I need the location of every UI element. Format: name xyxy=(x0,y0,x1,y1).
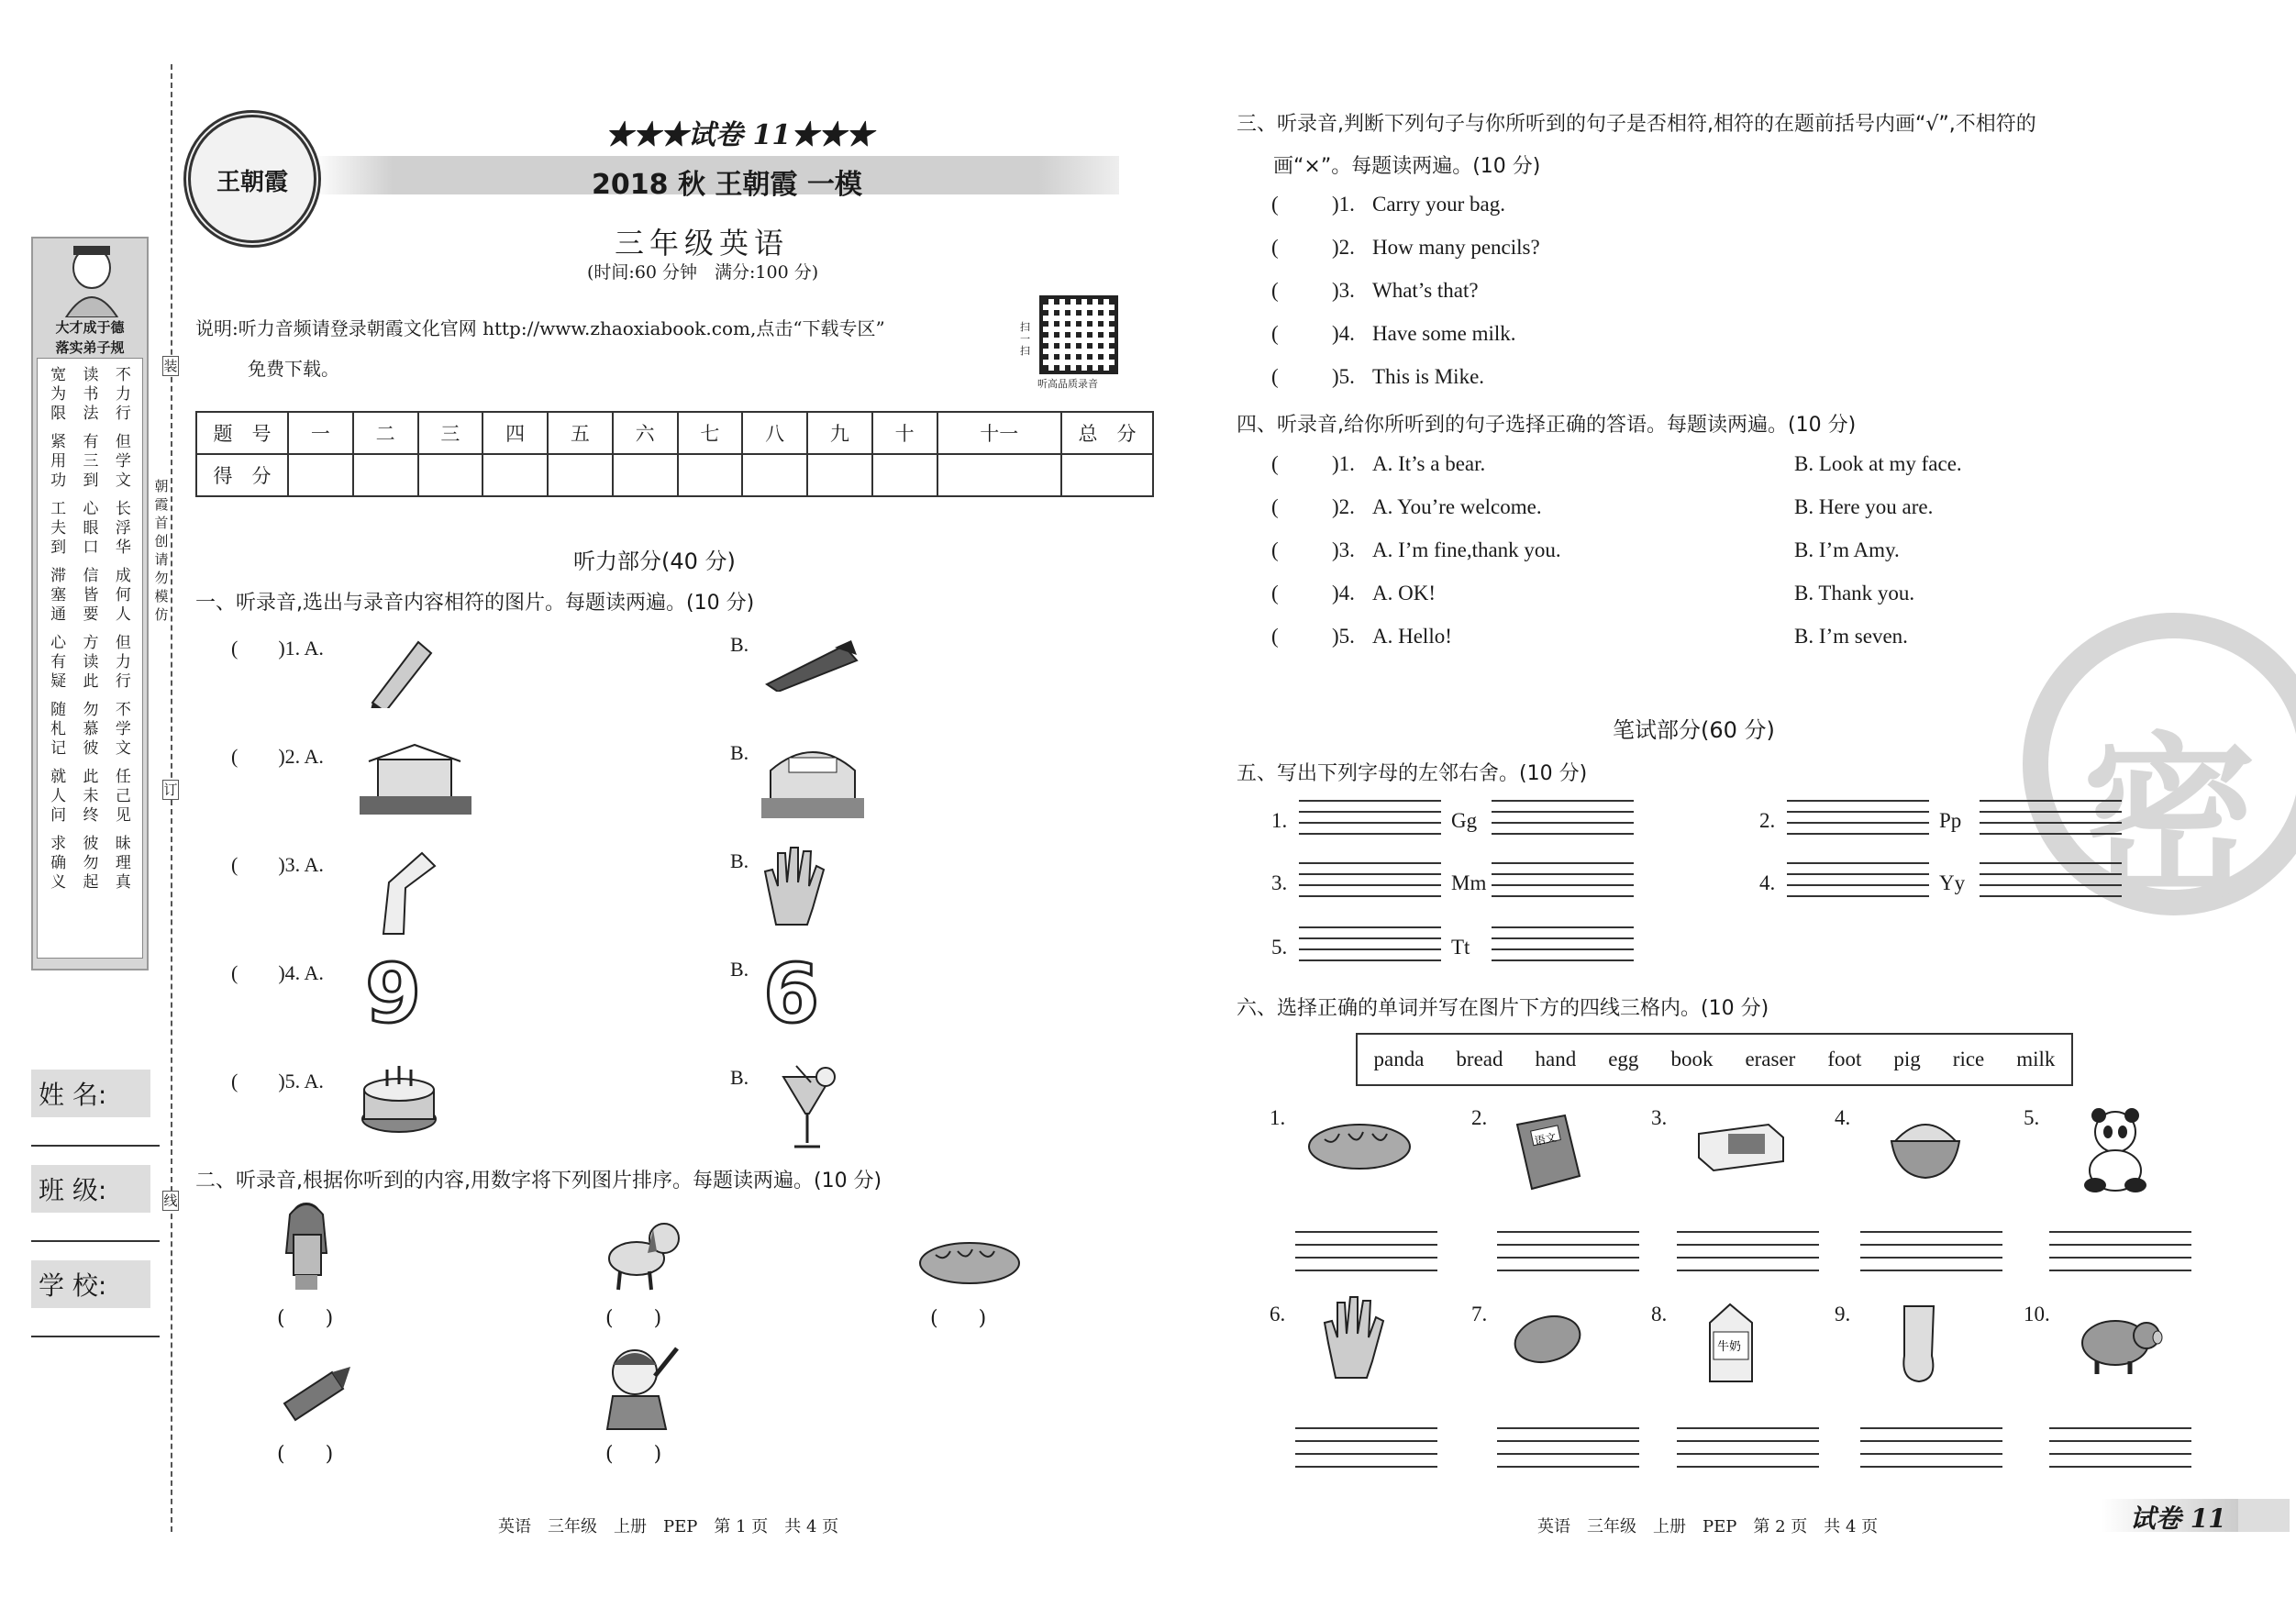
word-option: hand xyxy=(1535,1048,1577,1070)
poem-char: 此 xyxy=(83,768,99,786)
poem-char: 就 xyxy=(50,768,67,786)
score-input-cell[interactable] xyxy=(418,454,483,496)
school-label: 学 校: xyxy=(31,1260,150,1308)
score-header-cell: 一 xyxy=(288,412,353,454)
score-input-cell[interactable] xyxy=(548,454,613,496)
poem-char: 浮 xyxy=(115,519,131,538)
section-2-title: 二、听录音,根据你听到的内容,用数字将下列图片排序。每题读两遍。(10 分) xyxy=(195,1170,882,1192)
four-line-input[interactable] xyxy=(1299,800,1441,835)
option-a: A. It’s a bear. xyxy=(1372,452,1486,475)
poem-char: 皆 xyxy=(83,586,99,604)
answer-four-line[interactable] xyxy=(2049,1427,2191,1468)
letter-pair: Mm xyxy=(1451,871,1487,894)
book-picture-icon xyxy=(1512,1112,1585,1192)
poem-char: 起 xyxy=(83,873,99,892)
poem-char: 心 xyxy=(50,634,67,652)
picture-number: 3. xyxy=(1651,1106,1668,1129)
poem-char: 此 xyxy=(83,672,99,691)
answer-paren[interactable]: ( ) xyxy=(930,1307,987,1330)
milk-label: 牛奶 xyxy=(1717,1340,1742,1354)
score-header-cell: 二 xyxy=(353,412,418,454)
sentence: Have some milk. xyxy=(1372,322,1516,345)
copyright-vertical-text: 朝霞首创 请勿模仿 xyxy=(154,478,169,623)
option-a: A. I’m fine,thank you. xyxy=(1372,538,1561,561)
answer-paren[interactable]: ( xyxy=(1271,538,1279,561)
foot-picture-icon xyxy=(1891,1301,1947,1385)
poem-char: 疑 xyxy=(50,672,67,691)
poem-char: 要 xyxy=(83,605,99,624)
rice-bowl-picture-icon xyxy=(1888,1108,1963,1181)
test-number: ★★★试卷 11★★★ xyxy=(605,119,874,151)
poem-char: 文 xyxy=(115,739,131,758)
poem-char: 塞 xyxy=(50,586,67,604)
answer-paren-close: )2. xyxy=(1332,495,1355,518)
poem-char: 但 xyxy=(115,433,131,451)
poem-char: 法 xyxy=(83,405,99,423)
question-a-label: ( )2. A. xyxy=(231,745,324,768)
question-b-label: B. xyxy=(730,849,749,872)
sentence: Carry your bag. xyxy=(1372,193,1505,216)
answer-paren-close: )2. xyxy=(1332,236,1355,259)
poem-char: 但 xyxy=(115,634,131,652)
picture-number: 6. xyxy=(1270,1303,1286,1325)
answer-four-line[interactable] xyxy=(1677,1231,1819,1271)
poem-char: 不 xyxy=(115,701,131,719)
score-input-cell[interactable] xyxy=(613,454,678,496)
poem-char: 工 xyxy=(50,500,67,518)
answer-paren[interactable]: ( xyxy=(1271,193,1279,216)
option-b: B. Here you are. xyxy=(1794,495,1934,518)
score-header-cell: 题 号 xyxy=(196,412,288,454)
poem-char: 心 xyxy=(83,500,99,518)
answer-paren-close: )1. xyxy=(1332,193,1355,216)
name-line[interactable] xyxy=(31,1145,160,1147)
word-option: book xyxy=(1670,1048,1714,1070)
four-line-input[interactable] xyxy=(1787,862,1929,897)
poem-char: 人 xyxy=(115,605,131,624)
crayon-icon xyxy=(279,1363,356,1422)
score-header-cell: 总 分 xyxy=(1061,412,1153,454)
answer-four-line[interactable] xyxy=(1497,1231,1639,1271)
word-option: foot xyxy=(1827,1048,1862,1070)
poem-char: 有 xyxy=(50,653,67,671)
poem-char: 求 xyxy=(50,835,67,853)
poem-char: 札 xyxy=(50,720,67,738)
poem-char: 任 xyxy=(115,768,131,786)
poem-char: 力 xyxy=(115,385,131,404)
sentence: How many pencils? xyxy=(1372,236,1540,259)
poem-char: 宽 xyxy=(50,366,67,384)
score-header-row xyxy=(196,412,1153,454)
poem-char: 文 xyxy=(115,471,131,490)
option-a: A. You’re welcome. xyxy=(1372,495,1542,518)
option-a: A. OK! xyxy=(1372,582,1436,604)
option-a: A. Hello! xyxy=(1372,625,1452,648)
poem-char: 行 xyxy=(115,405,131,423)
word-option: egg xyxy=(1608,1048,1639,1070)
poem-char: 彼 xyxy=(83,835,99,853)
book-label: 语文 xyxy=(1533,1130,1558,1148)
poem-char: 随 xyxy=(50,701,67,719)
question-b-label: B. xyxy=(730,1066,749,1089)
section-6-title: 六、选择正确的单词并写在图片下方的四线三格内。(10 分) xyxy=(1237,997,1769,1020)
four-line-input[interactable] xyxy=(1492,862,1634,897)
egg-picture-icon xyxy=(1512,1314,1583,1365)
four-line-input[interactable] xyxy=(1492,926,1634,961)
school-line[interactable] xyxy=(31,1336,160,1337)
item-number: 2. xyxy=(1759,809,1776,832)
answer-paren-close: )4. xyxy=(1332,582,1355,604)
letter-pair: Tt xyxy=(1451,936,1470,959)
poem-char: 功 xyxy=(50,471,67,490)
picture-number: 4. xyxy=(1835,1106,1851,1129)
score-input-cell[interactable] xyxy=(353,454,418,496)
scholar-icon xyxy=(57,240,127,317)
section-1-title: 一、听录音,选出与录音内容相符的图片。每题读两遍。(10 分) xyxy=(195,592,755,615)
pencil-icon xyxy=(363,633,437,708)
milk-carton-picture-icon xyxy=(1703,1301,1759,1385)
word-bank xyxy=(1356,1033,2073,1086)
answer-paren[interactable]: ( xyxy=(1271,582,1279,604)
poem-char: 华 xyxy=(115,538,131,557)
answer-paren[interactable]: ( xyxy=(1271,322,1279,345)
exam-title: 2018 秋 王朝霞 一模 xyxy=(592,169,862,201)
letter-pair: Pp xyxy=(1939,809,1962,832)
picture-number: 10. xyxy=(2024,1303,2050,1325)
poem-char: 成 xyxy=(115,567,131,585)
score-header-cell: 五 xyxy=(548,412,613,454)
answer-paren[interactable]: ( xyxy=(1271,452,1279,475)
picture-number: 9. xyxy=(1835,1303,1851,1325)
poem-char: 未 xyxy=(83,787,99,805)
score-header-cell: 十 xyxy=(872,412,937,454)
answer-paren-close: )3. xyxy=(1332,538,1355,561)
qr-side-text: 扫一扫 xyxy=(1020,321,1030,357)
poem-char: 勿 xyxy=(83,701,99,719)
answer-paren-close: )3. xyxy=(1332,279,1355,302)
section-5-title: 五、写出下列字母的左邻右舍。(10 分) xyxy=(1237,762,1588,785)
item-number: 3. xyxy=(1271,871,1288,894)
class-line[interactable] xyxy=(31,1240,160,1242)
zoo-gate-icon xyxy=(761,734,864,818)
answer-paren[interactable]: ( xyxy=(1271,279,1279,302)
poem-char: 紧 xyxy=(50,433,67,451)
poem-char: 书 xyxy=(83,385,99,404)
answer-paren-close: )5. xyxy=(1332,625,1355,648)
hand-icon xyxy=(760,844,826,928)
poem-char: 学 xyxy=(115,720,131,738)
subject-title: 三年级英语 xyxy=(615,226,790,261)
score-input-cell[interactable] xyxy=(742,454,807,496)
poem-char: 用 xyxy=(50,452,67,471)
option-b: B. Thank you. xyxy=(1794,582,1915,604)
letter-pair: Yy xyxy=(1939,871,1966,894)
poem-char: 确 xyxy=(50,854,67,872)
answer-paren-close: )1. xyxy=(1332,452,1355,475)
poem-char: 夫 xyxy=(50,519,67,538)
word-option: eraser xyxy=(1745,1048,1796,1070)
four-line-input[interactable] xyxy=(1787,800,1929,835)
poem-char: 终 xyxy=(83,806,99,825)
answer-four-line[interactable] xyxy=(2049,1231,2191,1271)
poem-char: 限 xyxy=(50,405,67,423)
poem-char: 信 xyxy=(83,567,99,585)
score-header-cell: 三 xyxy=(418,412,483,454)
qr-caption: 听高品质录音 xyxy=(1037,378,1098,390)
four-line-input[interactable] xyxy=(1299,862,1441,897)
name-label: 姓 名: xyxy=(31,1070,150,1117)
poem-char: 为 xyxy=(50,385,67,404)
answer-paren[interactable]: ( ) xyxy=(605,1307,662,1330)
footer-right: 英语 三年级 上册 PEP 第 2 页 共 4 页 xyxy=(1537,1517,1879,1536)
poem-char: 慕 xyxy=(83,720,99,738)
number-6-image: 6 xyxy=(763,947,820,1041)
poem-char: 见 xyxy=(115,806,131,825)
score-input-cell[interactable] xyxy=(288,454,353,496)
four-line-input[interactable] xyxy=(1492,800,1634,835)
poem-panel xyxy=(37,358,143,959)
answer-four-line[interactable] xyxy=(1295,1231,1437,1271)
score-header-cell: 十一 xyxy=(937,412,1062,454)
girl-icon xyxy=(270,1198,352,1292)
cut-label-2: 订 xyxy=(163,782,178,798)
bread-picture-icon xyxy=(1306,1121,1413,1172)
sentence: What’s that? xyxy=(1372,279,1479,302)
picture-number: 2. xyxy=(1471,1106,1488,1129)
download-note-2: 免费下载。 xyxy=(248,358,339,380)
option-b: B. Look at my face. xyxy=(1794,452,1962,475)
answer-four-line[interactable] xyxy=(1295,1427,1437,1468)
score-header-cell: 九 xyxy=(807,412,872,454)
brand-badge-text: 王朝霞 xyxy=(216,169,288,196)
footer-tag: 试卷 11 xyxy=(2130,1503,2226,1534)
answer-paren[interactable]: ( xyxy=(1271,495,1279,518)
pen-icon xyxy=(761,633,862,692)
class-label: 班 级: xyxy=(31,1165,150,1213)
word-option: rice xyxy=(1952,1048,1985,1070)
question-a-label: ( )3. A. xyxy=(231,853,324,876)
poem-char: 不 xyxy=(115,366,131,384)
poem-char: 有 xyxy=(83,433,99,451)
poem-char: 方 xyxy=(83,634,99,652)
footer-tag-end xyxy=(2238,1499,2290,1532)
poem-char: 三 xyxy=(83,452,99,471)
section-3-title-2: 画“×”。每题读两遍。(10 分) xyxy=(1273,155,1541,178)
poem-char: 何 xyxy=(115,586,131,604)
score-header-cell: 六 xyxy=(613,412,678,454)
letter-pair: Gg xyxy=(1451,809,1478,832)
poem-char: 义 xyxy=(50,873,67,892)
qr-code-icon[interactable] xyxy=(1039,295,1118,374)
poem-char: 口 xyxy=(83,538,99,557)
question-b-label: B. xyxy=(730,633,749,656)
school-icon xyxy=(360,743,471,816)
poem-char: 通 xyxy=(50,605,67,624)
eraser-picture-icon xyxy=(1695,1121,1787,1172)
score-header-cell: 七 xyxy=(678,412,743,454)
poem-char: 长 xyxy=(115,500,131,518)
motto-heading: 大才成于德 落实弟子规 xyxy=(55,319,125,356)
number-9-image: 9 xyxy=(365,947,422,1041)
score-header-cell: 八 xyxy=(742,412,807,454)
item-number: 1. xyxy=(1271,809,1288,832)
question-a-label: ( )5. A. xyxy=(231,1070,324,1092)
time-info: (时间:60 分钟 满分:100 分) xyxy=(587,262,819,283)
score-header-cell: 四 xyxy=(482,412,548,454)
answer-paren[interactable]: ( ) xyxy=(605,1443,662,1466)
word-option: milk xyxy=(2016,1048,2056,1070)
poem-char: 读 xyxy=(83,653,99,671)
question-a-label: ( )1. A. xyxy=(231,637,324,660)
download-note: 说明:听力音频请登录朝霞文化官网 http://www.zhaoxiabook.com,点击“下载专区” xyxy=(195,317,885,339)
question-a-label: ( )4. A. xyxy=(231,961,324,984)
poem-char: 力 xyxy=(115,653,131,671)
score-value-row xyxy=(196,454,1153,496)
hand-picture-icon xyxy=(1319,1293,1385,1381)
score-input-cell[interactable] xyxy=(937,454,1062,496)
writing-heading: 笔试部分(60 分) xyxy=(1613,717,1775,743)
answer-paren-close: )5. xyxy=(1332,365,1355,388)
cut-label-1: 装 xyxy=(163,358,178,374)
picture-number: 7. xyxy=(1471,1303,1488,1325)
section-4-title: 四、听录音,给你所听到的句子选择正确的答语。每题读两遍。(10 分) xyxy=(1237,414,1857,437)
question-b-label: B. xyxy=(730,958,749,981)
answer-paren[interactable]: ( xyxy=(1271,365,1279,388)
option-b: B. I’m seven. xyxy=(1794,625,1908,648)
poem-char: 真 xyxy=(115,873,131,892)
poem-char: 昧 xyxy=(115,835,131,853)
score-label-cell: 得 分 xyxy=(196,454,288,496)
panda-picture-icon xyxy=(2079,1106,2154,1194)
bread-icon xyxy=(917,1238,1022,1288)
confidential-stamp-text: 密 xyxy=(2082,715,2257,920)
score-input-cell[interactable] xyxy=(482,454,548,496)
footer-left: 英语 三年级 上册 PEP 第 1 页 共 4 页 xyxy=(498,1517,839,1536)
poem-char: 己 xyxy=(115,787,131,805)
poem-char: 理 xyxy=(115,854,131,872)
cut-label-3: 线 xyxy=(163,1192,178,1209)
pig-picture-icon xyxy=(2075,1308,2163,1376)
word-option: bread xyxy=(1456,1048,1503,1070)
poem-char: 记 xyxy=(50,739,67,758)
question-b-label: B. xyxy=(730,741,749,764)
four-line-input[interactable] xyxy=(1299,926,1441,961)
picture-number: 8. xyxy=(1651,1303,1668,1325)
arm-icon xyxy=(365,846,438,937)
poem-char: 读 xyxy=(83,366,99,384)
four-line-input[interactable] xyxy=(1980,862,2122,897)
listening-heading: 听力部分(40 分) xyxy=(573,549,736,574)
section-3-title: 三、听录音,判断下列句子与你所听到的句子是否相符,相符的在题前括号内画“√”,不相符的 xyxy=(1237,113,2036,136)
boy-icon xyxy=(594,1339,686,1431)
answer-four-line[interactable] xyxy=(1677,1427,1819,1468)
poem-char: 到 xyxy=(83,471,99,490)
poem-char: 学 xyxy=(115,452,131,471)
score-input-cell[interactable] xyxy=(678,454,743,496)
poem-char: 到 xyxy=(50,538,67,557)
answer-four-line[interactable] xyxy=(1497,1427,1639,1468)
poem-char: 勿 xyxy=(83,854,99,872)
word-option: panda xyxy=(1373,1048,1425,1070)
answer-paren[interactable]: ( xyxy=(1271,625,1279,648)
answer-four-line[interactable] xyxy=(1860,1427,2002,1468)
score-input-cell[interactable] xyxy=(872,454,937,496)
juice-glass-icon xyxy=(778,1064,837,1152)
option-b: B. I’m Amy. xyxy=(1794,538,1900,561)
answer-paren[interactable]: ( ) xyxy=(277,1443,334,1466)
item-number: 4. xyxy=(1759,871,1776,894)
answer-paren[interactable]: ( xyxy=(1271,236,1279,259)
picture-number: 5. xyxy=(2024,1106,2040,1129)
poem-char: 彼 xyxy=(83,739,99,758)
answer-four-line[interactable] xyxy=(1860,1231,2002,1271)
four-line-input[interactable] xyxy=(1980,800,2122,835)
poem-char: 问 xyxy=(50,806,67,825)
score-table xyxy=(195,411,1154,497)
item-number: 5. xyxy=(1271,936,1288,959)
answer-paren[interactable]: ( ) xyxy=(277,1307,334,1330)
poem-text xyxy=(42,366,139,902)
poem-char: 行 xyxy=(115,672,131,691)
poem-char: 滞 xyxy=(50,567,67,585)
score-input-cell[interactable] xyxy=(1061,454,1153,496)
picture-number: 1. xyxy=(1270,1106,1286,1129)
poem-char: 人 xyxy=(50,787,67,805)
sentence: This is Mike. xyxy=(1372,365,1485,388)
poem-char: 眼 xyxy=(83,519,99,538)
word-option: pig xyxy=(1893,1048,1921,1070)
birthday-cake-icon xyxy=(360,1062,438,1136)
dog-icon xyxy=(596,1211,688,1293)
answer-paren-close: )4. xyxy=(1332,322,1355,345)
score-input-cell[interactable] xyxy=(807,454,872,496)
